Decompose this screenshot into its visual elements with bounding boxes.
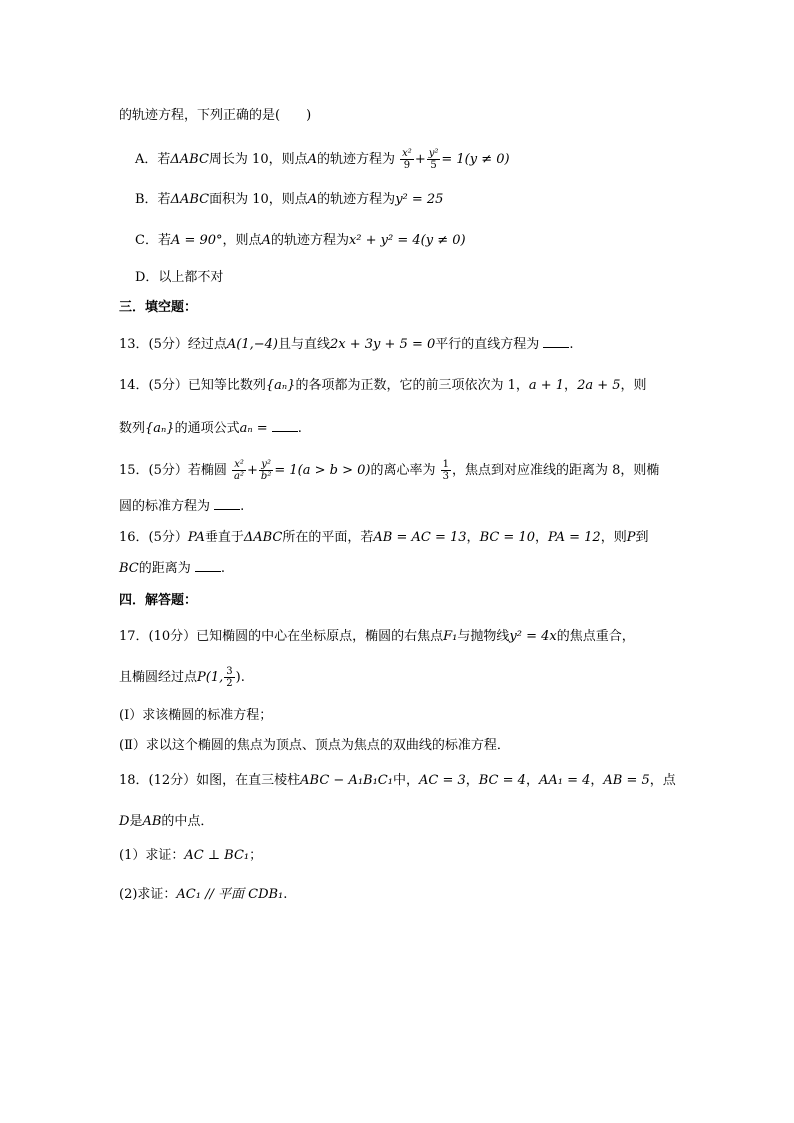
fraction: $\frac{\text{x²}}{\text{a²}}$ [234,459,245,482]
question-16-line-1: 16．(5分）PA垂直于ΔABC所在的平面，若AB = AC = 13，BC = 10，PA = 12，则P到 [119,530,649,545]
fraction: $\frac{\text{y²}}{\text{b²}}$ [260,459,272,482]
answer-blank [272,419,298,432]
question-17-part-2: (Ⅱ）求以这个椭圆的焦点为顶点、顶点为焦点的双曲线的标准方程． [119,738,510,753]
question-14-line-2: 数列{aₙ}的通项公式aₙ = . [119,421,302,436]
answer-blank [195,559,221,572]
question-intro: 的轨迹方程，下列正确的是( ) [119,108,312,123]
question-16-line-2: BC的距离为 . [119,561,226,576]
question-17-part-1: (Ⅰ）求该椭圆的标准方程； [119,708,273,723]
question-15-line-2: 圆的标准方程为 . [119,499,245,514]
option-c: C．若A = 90°，则点A的轨迹方程为x² + y² = 4(y ≠ 0) [135,233,466,248]
fraction: $\frac{\text{y²}}{5}$ [428,148,439,171]
option-a: A．若ΔABC周长为 10，则点A的轨迹方程为 $\frac{\text{x²}}{9}$ + $\frac{\text{y²}}{5}$ = 1(y ≠ 0) [135,148,510,171]
question-15-line-1: 15．(5分）若椭圆 $\frac{\text{x²}}{\text{a²}}$ + $\frac{\text{y²}}{\text{b²}}$ = 1(a > b > 0)的离心率为 $\frac{1}{3}$ ，焦点到对应准线的距离为 8，则椭 [119,459,660,482]
section-heading-solve: 四．解答题： [119,593,198,608]
fraction: $\frac{3}{2}$ [226,666,233,689]
fraction: $\frac{1}{3}$ [442,459,449,482]
fraction: $\frac{\text{x²}}{9}$ [402,148,412,171]
section-heading-fill-in: 三．填空题： [119,300,198,315]
option-b: B．若ΔABC面积为 10，则点A的轨迹方程为y² = 25 [135,192,444,207]
question-18-part-1: (1）求证：AC ⊥ BC₁； [119,848,263,863]
option-d: D．以上都不对 [135,270,224,285]
question-18-part-2: (2)求证：AC₁ // 平面 CDB₁. [119,887,288,902]
question-13: 13．(5分）经过点A(1,−4)且与直线2x + 3y + 5 = 0平行的直线方程为 . [119,337,574,352]
question-17-line-1: 17．(10分）已知椭圆的中心在坐标原点，椭圆的右焦点F₁与抛物线y² = 4x的焦点重合， [119,629,635,644]
question-18-line-1: 18．(12分）如图，在直三棱柱ABC − A₁B₁C₁中，AC = 3，BC = 4，AA₁ = 4，AB = 5，点 [119,773,676,788]
question-17-line-2: 且椭圆经过点P(1, $\frac{3}{2}$ ). [119,666,245,689]
answer-blank [543,335,569,348]
question-18-line-2: D是AB的中点． [119,814,214,829]
answer-blank [214,497,240,510]
question-14-line-1: 14．(5分）已知等比数列{aₙ}的各项都为正数，它的前三项依次为 1，a + 1，2a + 5，则 [119,378,647,393]
